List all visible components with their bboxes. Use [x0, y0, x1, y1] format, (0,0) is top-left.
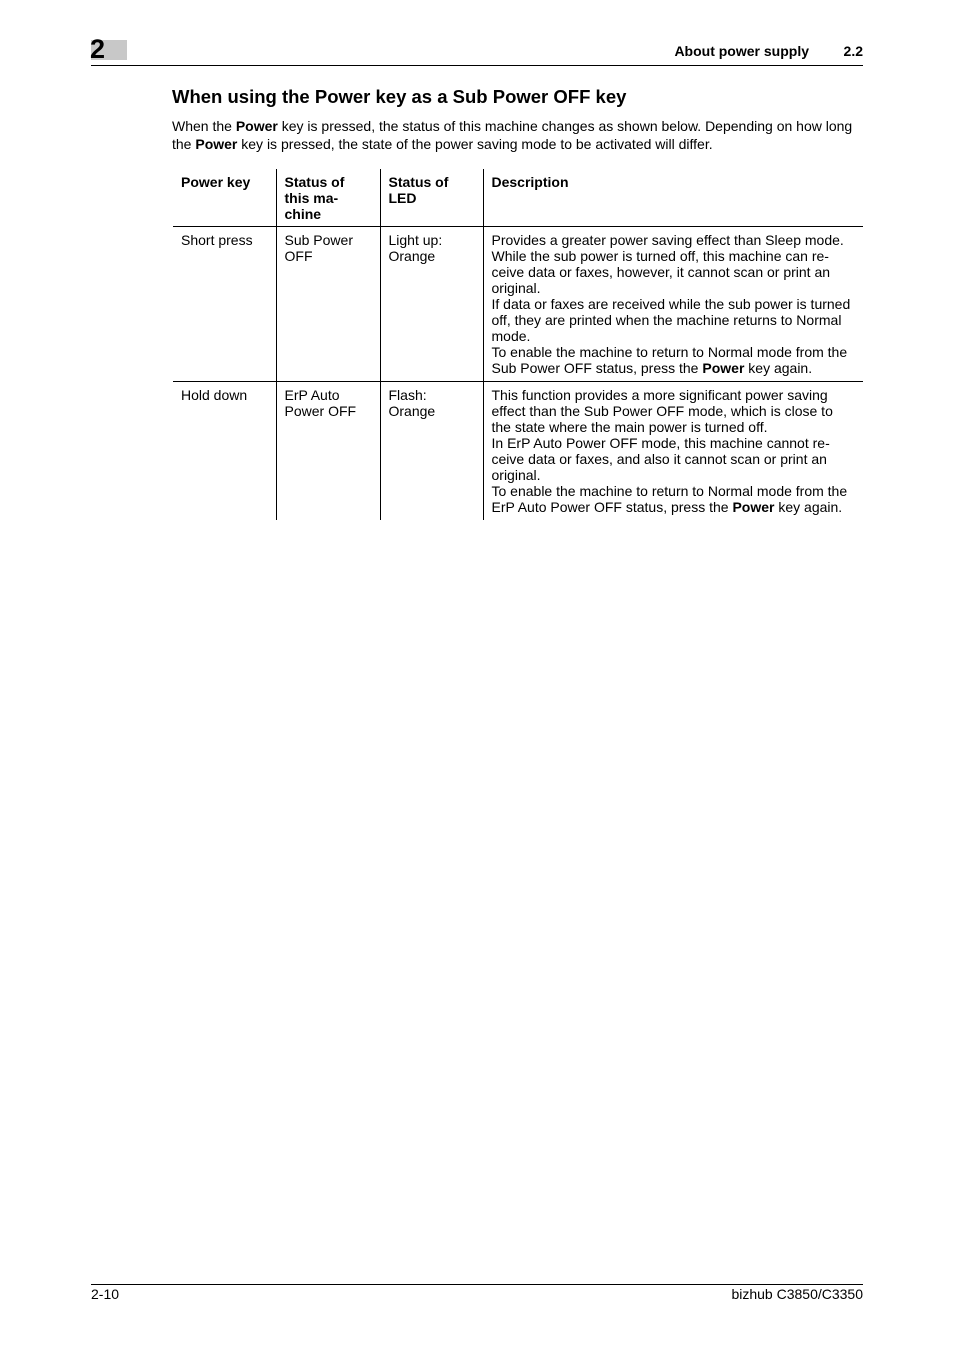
description-line: In ErP Auto Power OFF mode, this machine cannot re-ceive data or faxes, and also it cannot scan or print an original.	[491, 435, 830, 483]
description-line	[492, 483, 856, 515]
description-text: To enable the machine to return to Normal mode from the ErP Auto Power OFF status, press the	[491, 483, 848, 515]
cell-machine-status: Sub Power OFF	[276, 227, 380, 382]
cell-description	[483, 227, 863, 382]
page-number: 2-10	[91, 1286, 120, 1302]
power-key-table	[173, 169, 863, 520]
description-text: To enable the machine to return to Normal mode from the Sub Power OFF status, press the	[491, 344, 848, 376]
running-header-section: 2.2	[843, 43, 863, 59]
cell-led-status: Flash: Orange	[380, 382, 483, 521]
footer-divider	[91, 1284, 863, 1285]
intro-text-2: key is pressed, the status of this machine changes as shown below. Depending on how long the	[172, 118, 853, 152]
description-bold: Power	[702, 360, 745, 376]
cell-power-key: Hold down	[181, 387, 248, 403]
intro-text-1: When the	[172, 118, 236, 134]
cell-led-status: Light up: Orange	[380, 227, 483, 382]
description-text: key again.	[744, 360, 813, 376]
description-text: key again.	[774, 499, 843, 515]
column-header-power-key: Power key	[173, 169, 276, 227]
description-line: Provides a greater power saving effect than Sleep mode. While the sub power is turned off, this machine can re-ceive data or faxes, however, it cannot scan or print an original.	[491, 232, 844, 296]
description-bold: Power	[732, 499, 775, 515]
description-line: If data or faxes are received while the sub power is turned off, they are printed when the machine returns to Normal mode.	[491, 296, 851, 344]
column-header-led-status: Status of LED	[380, 169, 483, 227]
cell-power-key: Short press	[173, 227, 276, 382]
intro-bold-1: Power	[235, 118, 278, 134]
cell-description	[483, 382, 863, 521]
cell-machine-status: ErP Auto Power OFF	[276, 382, 380, 521]
table-header-row	[173, 169, 863, 227]
table-row	[173, 382, 863, 521]
column-header-description: Description	[483, 169, 863, 227]
running-header-title: About power supply	[674, 43, 809, 59]
chapter-number: 2	[90, 34, 106, 64]
intro-paragraph	[172, 117, 864, 153]
intro-bold-2: Power	[195, 136, 238, 152]
intro-text-3: key is pressed, the state of the power saving mode to be activated will differ.	[237, 136, 713, 152]
description-line	[492, 344, 856, 376]
description-line: This function provides a more significant power saving effect than the Sub Power OFF mode, which is close to the state where the main power is turned off.	[491, 387, 833, 435]
table-row	[173, 227, 863, 382]
section-title: When using the Power key as a Sub Power OFF key	[172, 86, 627, 107]
column-header-machine-status: Status of this ma-chine	[276, 169, 380, 227]
product-name: bizhub C3850/C3350	[731, 1286, 863, 1302]
header-divider	[91, 65, 863, 66]
